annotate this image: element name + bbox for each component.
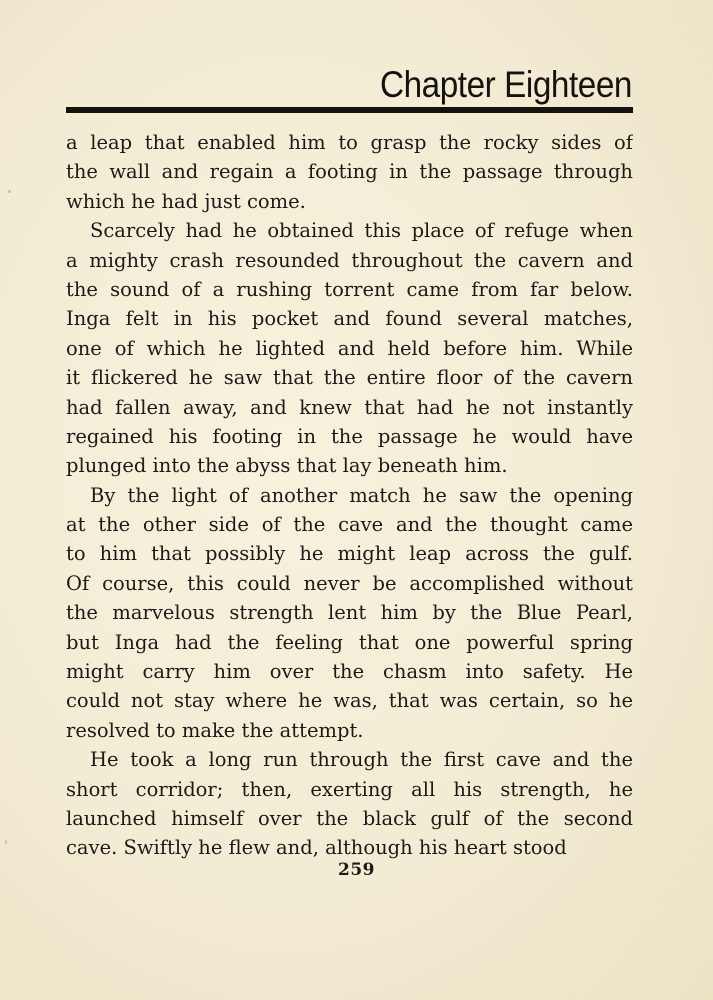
- text-line: the marvelous strength lent him by the Blue Pearl,: [66, 601, 633, 625]
- text-line: to him that possibly he might leap across the gulf.: [66, 542, 633, 566]
- paragraph: [66, 481, 633, 746]
- text-line: had fallen away, and knew that had he not instantly: [66, 395, 633, 419]
- paper-speck: [8, 190, 11, 193]
- text-line: He took a long run through the first cave and the: [90, 748, 633, 772]
- text-line: a leap that enabled him to grasp the rocky sides of: [66, 131, 633, 154]
- text-line: resolved to make the attempt.: [66, 718, 364, 742]
- paragraph: [66, 216, 633, 481]
- paper-speck: [5, 840, 7, 844]
- text-line: launched himself over the black gulf of the second: [66, 806, 633, 830]
- text-line: Of course, this could never be accomplished without: [66, 571, 633, 595]
- text-line: it flickered he saw that the entire floor of the cavern: [66, 366, 633, 390]
- text-line: Inga felt in his pocket and found several matches,: [66, 307, 633, 331]
- chapter-title: Chapter Eighteen: [380, 64, 632, 105]
- text-line: one of which he lighted and held before him. While: [66, 336, 633, 360]
- text-line: short corridor; then, exerting all his strength, he: [66, 777, 633, 801]
- paragraph: [66, 128, 633, 216]
- text-line: a mighty crash resounded throughout the cavern and: [66, 248, 633, 272]
- text-line: the sound of a rushing torrent came from far below.: [66, 277, 633, 301]
- page-number: 259: [338, 860, 375, 880]
- text-line: at the other side of the cave and the thought came: [66, 513, 633, 537]
- body-text: [66, 128, 633, 863]
- text-line: regained his footing in the passage he would have: [66, 424, 633, 448]
- text-line: might carry him over the chasm into safety. He: [66, 660, 633, 684]
- text-line: Scarcely had he obtained this place of refuge when: [90, 219, 633, 243]
- text-line: plunged into the abyss that lay beneath him.: [66, 454, 508, 478]
- text-line: which he had just come.: [66, 189, 306, 213]
- text-line: could not stay where he was, that was certain, so he: [66, 689, 633, 713]
- text-line: By the light of another match he saw the opening: [90, 483, 633, 507]
- text-line: cave. Swiftly he flew and, although his heart stood: [66, 836, 567, 860]
- text-line: but Inga had the feeling that one powerful spring: [66, 630, 633, 654]
- text-line: the wall and regain a footing in the passage through: [66, 160, 633, 184]
- header-rule: [66, 107, 633, 113]
- paragraph: [66, 745, 633, 863]
